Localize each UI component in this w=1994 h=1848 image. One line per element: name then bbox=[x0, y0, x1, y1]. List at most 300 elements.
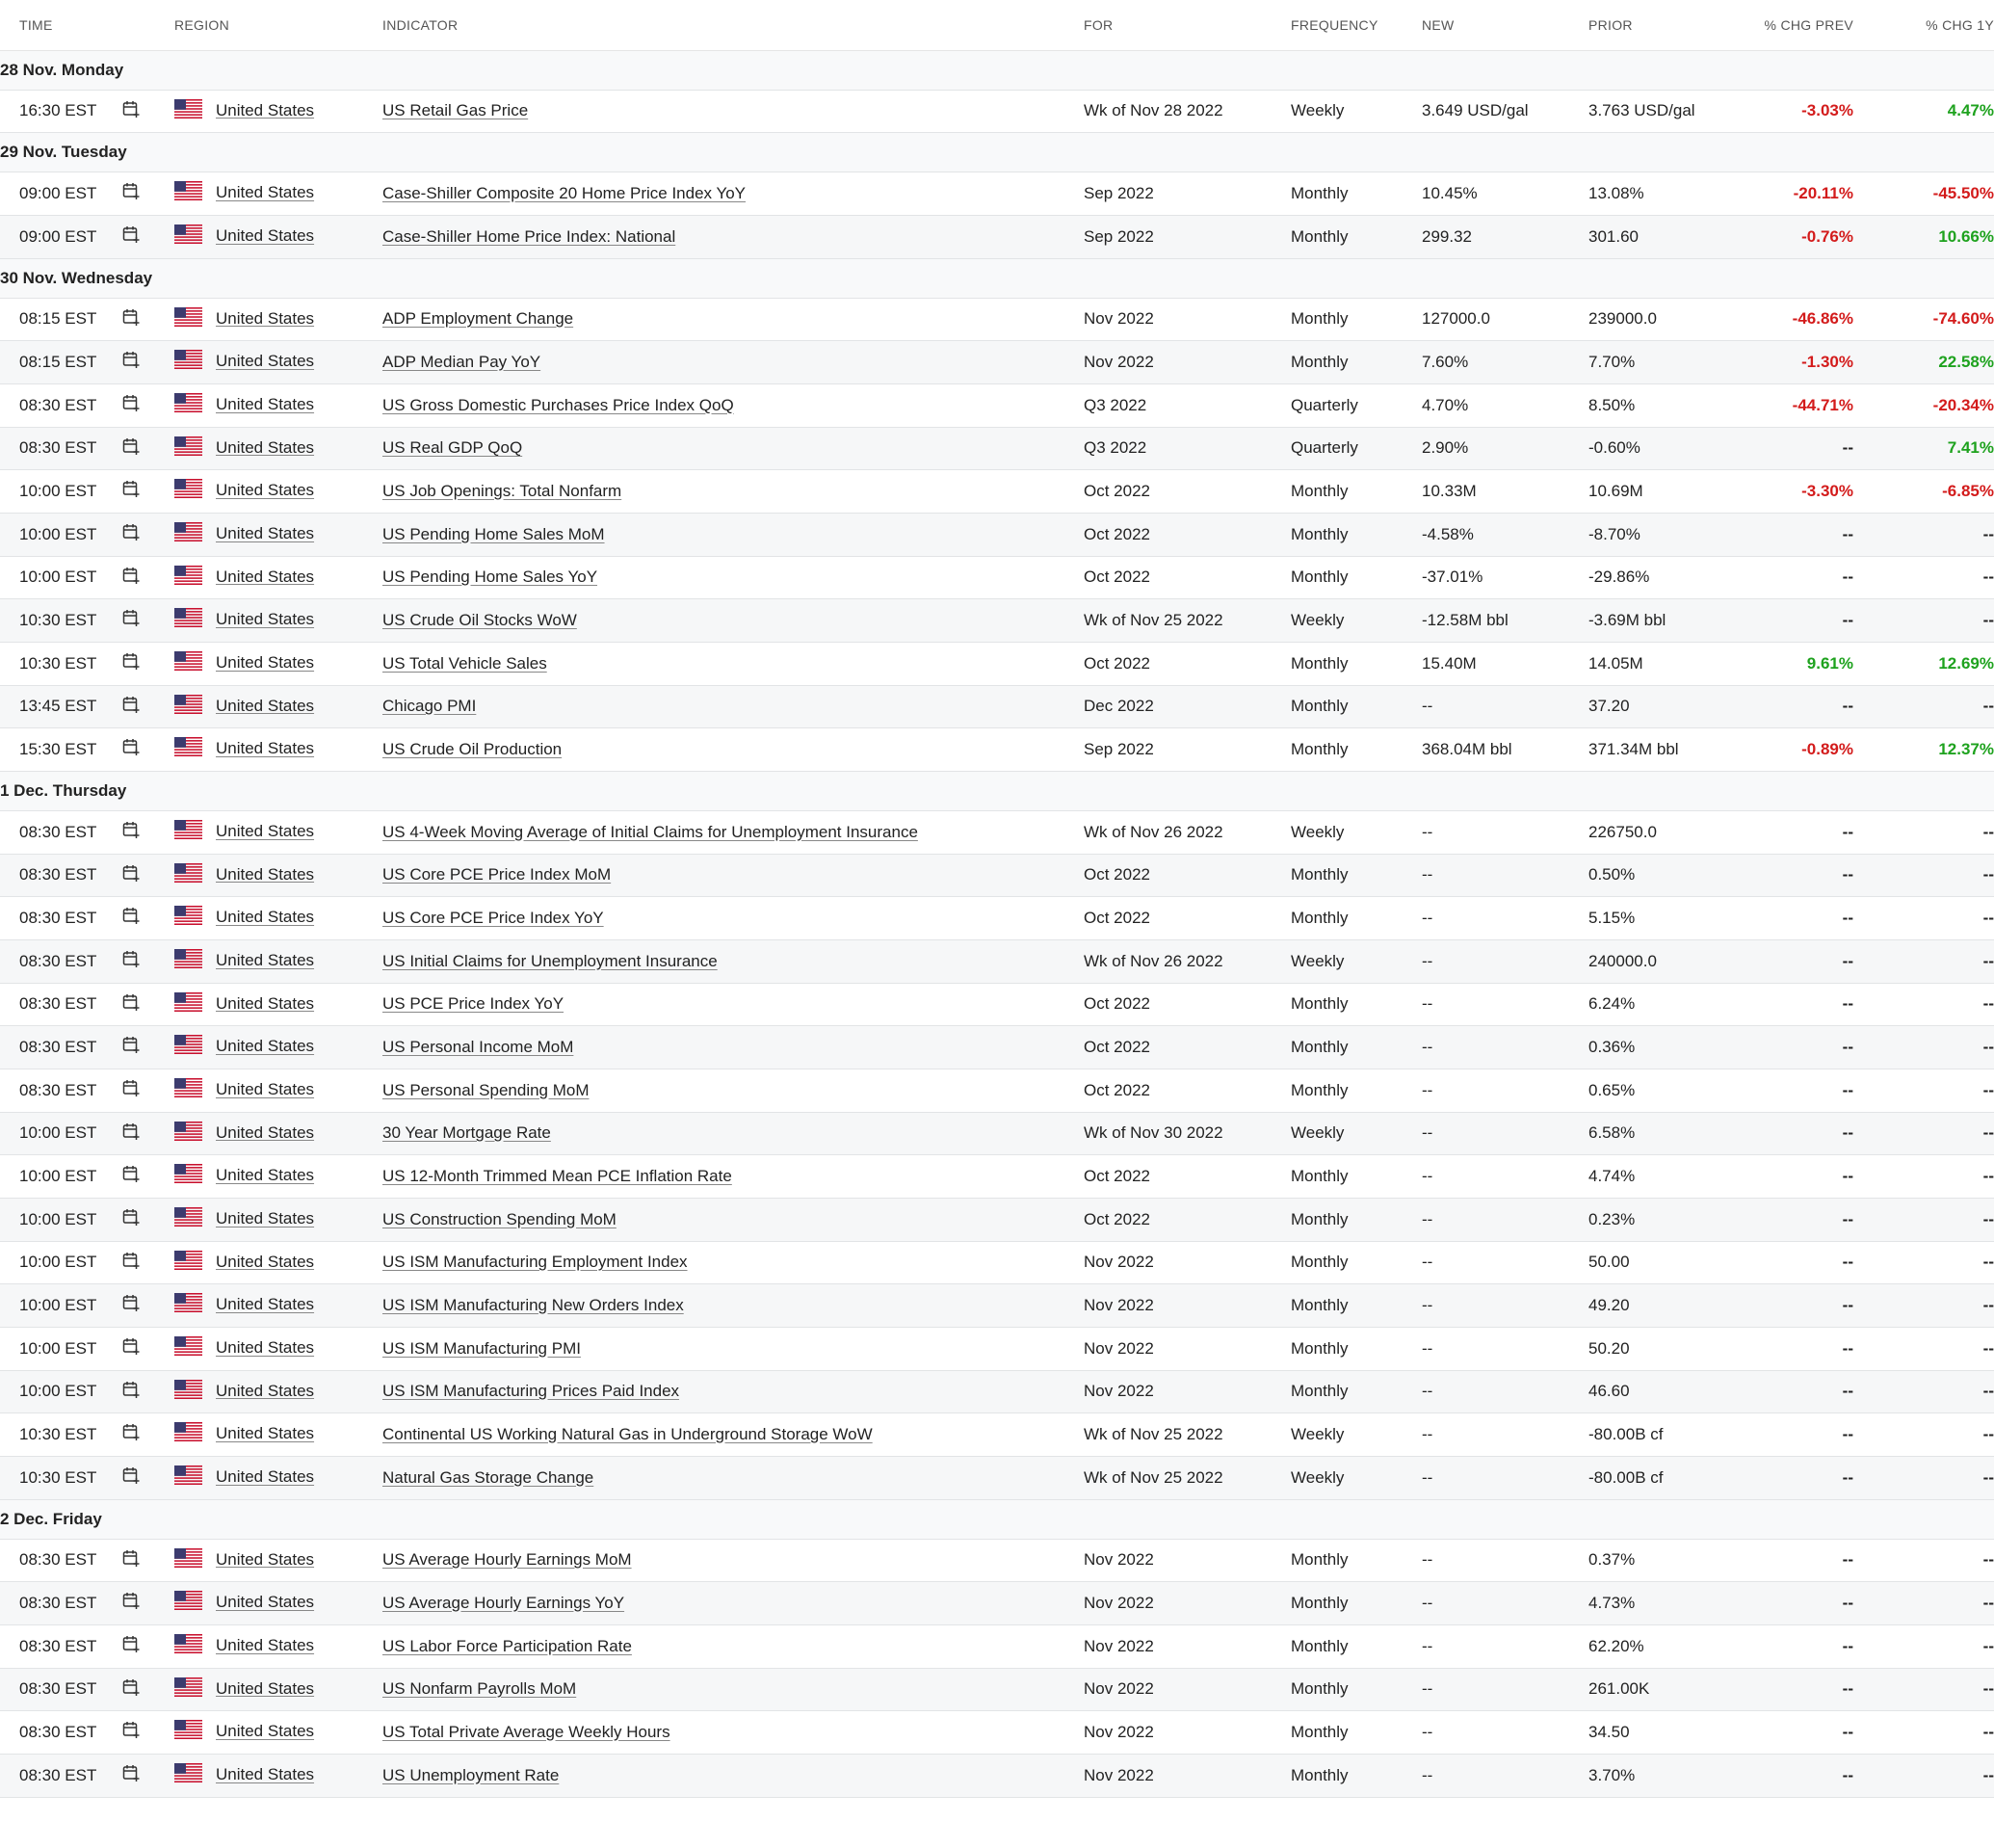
region-link[interactable]: United States bbox=[216, 1337, 315, 1357]
event-time: 10:00 EST bbox=[19, 1112, 121, 1154]
event-row[interactable] bbox=[0, 1710, 1994, 1754]
event-indicator-cell bbox=[382, 1154, 1084, 1198]
row-gutter bbox=[0, 427, 19, 469]
region-link[interactable]: United States bbox=[216, 1592, 315, 1611]
us-flag-icon bbox=[174, 1720, 202, 1744]
indicator-link[interactable]: US ISM Manufacturing PMI bbox=[382, 1338, 581, 1358]
event-prior: 49.20 bbox=[1588, 1283, 1741, 1327]
region-link[interactable]: United States bbox=[216, 351, 315, 370]
indicator-link[interactable]: US 12-Month Trimmed Mean PCE Inflation Rate bbox=[382, 1166, 732, 1185]
add-to-calendar-button[interactable] bbox=[121, 685, 174, 727]
day-label: 28 Nov. Monday bbox=[0, 50, 1994, 90]
event-chg-1y: -- bbox=[1853, 896, 1994, 939]
event-frequency: Monthly bbox=[1291, 1327, 1422, 1370]
region-link[interactable]: United States bbox=[216, 1252, 315, 1271]
event-new: -- bbox=[1422, 1581, 1588, 1624]
event-new: -- bbox=[1422, 939, 1588, 983]
indicator-link[interactable]: ADP Median Pay YoY bbox=[382, 352, 541, 371]
indicator-link[interactable]: US Core PCE Price Index MoM bbox=[382, 865, 612, 884]
event-chg-prev: -- bbox=[1741, 939, 1853, 983]
indicator-link[interactable]: 30 Year Mortgage Rate bbox=[382, 1123, 551, 1142]
event-prior: 0.50% bbox=[1588, 854, 1741, 896]
event-row[interactable] bbox=[0, 1025, 1994, 1069]
add-to-calendar-button[interactable] bbox=[121, 810, 174, 854]
calendar-add-icon[interactable] bbox=[121, 1336, 141, 1360]
event-prior: -0.60% bbox=[1588, 427, 1741, 469]
region-link[interactable]: United States bbox=[216, 308, 315, 328]
calendar-add-icon[interactable] bbox=[121, 1207, 141, 1231]
calendar-add-icon[interactable] bbox=[121, 350, 141, 374]
indicator-link[interactable]: US Pending Home Sales MoM bbox=[382, 524, 605, 543]
event-prior: -80.00B cf bbox=[1588, 1456, 1741, 1499]
calendar-add-icon[interactable] bbox=[121, 307, 141, 331]
calendar-add-icon[interactable] bbox=[121, 992, 141, 1016]
event-row[interactable] bbox=[0, 1198, 1994, 1241]
event-frequency: Monthly bbox=[1291, 983, 1422, 1025]
event-for: Oct 2022 bbox=[1084, 896, 1291, 939]
region-link[interactable]: United States bbox=[216, 1764, 315, 1783]
region-link[interactable]: United States bbox=[216, 480, 315, 499]
indicator-link[interactable]: US Labor Force Participation Rate bbox=[382, 1636, 632, 1655]
add-to-calendar-button[interactable] bbox=[121, 1069, 174, 1112]
event-for: Q3 2022 bbox=[1084, 427, 1291, 469]
add-to-calendar-button[interactable] bbox=[121, 983, 174, 1025]
event-row[interactable] bbox=[0, 1069, 1994, 1112]
header-chg-prev[interactable]: % CHG PREV bbox=[1741, 0, 1853, 50]
indicator-link[interactable]: US PCE Price Index YoY bbox=[382, 994, 564, 1013]
event-prior: 50.00 bbox=[1588, 1241, 1741, 1283]
event-for: Oct 2022 bbox=[1084, 642, 1291, 685]
event-chg-prev: -1.30% bbox=[1741, 340, 1853, 383]
add-to-calendar-button[interactable] bbox=[121, 1198, 174, 1241]
add-to-calendar-button[interactable] bbox=[121, 513, 174, 556]
indicator-link[interactable]: US ISM Manufacturing Prices Paid Index bbox=[382, 1382, 680, 1400]
event-for: Oct 2022 bbox=[1084, 556, 1291, 598]
event-for: Nov 2022 bbox=[1084, 1668, 1291, 1710]
event-prior: 0.65% bbox=[1588, 1069, 1741, 1112]
event-row[interactable] bbox=[0, 298, 1994, 340]
region-link[interactable]: United States bbox=[216, 567, 315, 586]
us-flag-icon bbox=[174, 1078, 202, 1102]
add-to-calendar-button[interactable] bbox=[121, 1283, 174, 1327]
header-chg-1y[interactable]: % CHG 1Y bbox=[1853, 0, 1994, 50]
event-chg-1y: -- bbox=[1853, 556, 1994, 598]
indicator-link[interactable]: US Real GDP QoQ bbox=[382, 438, 523, 457]
event-row[interactable] bbox=[0, 1539, 1994, 1581]
indicator-link[interactable]: US Job Openings: Total Nonfarm bbox=[382, 481, 622, 500]
add-to-calendar-button[interactable] bbox=[121, 1710, 174, 1754]
add-to-calendar-button[interactable] bbox=[121, 1154, 174, 1198]
indicator-link[interactable]: US Initial Claims for Unemployment Insurance bbox=[382, 951, 718, 970]
add-to-calendar-button[interactable] bbox=[121, 1112, 174, 1154]
event-chg-prev: -- bbox=[1741, 427, 1853, 469]
event-indicator-cell bbox=[382, 1025, 1084, 1069]
row-gutter bbox=[0, 896, 19, 939]
header-time[interactable]: TIME bbox=[19, 0, 121, 50]
event-row[interactable] bbox=[0, 556, 1994, 598]
event-row[interactable] bbox=[0, 685, 1994, 727]
event-chg-prev: -44.71% bbox=[1741, 383, 1853, 427]
event-time: 10:30 EST bbox=[19, 1456, 121, 1499]
region-link[interactable]: United States bbox=[216, 1079, 315, 1098]
region-link[interactable]: United States bbox=[216, 1549, 315, 1569]
event-time: 08:30 EST bbox=[19, 1539, 121, 1581]
indicator-link[interactable]: US Pending Home Sales YoY bbox=[382, 568, 598, 586]
event-row[interactable] bbox=[0, 1668, 1994, 1710]
calendar-add-icon[interactable] bbox=[121, 906, 141, 930]
event-region-cell bbox=[174, 854, 382, 896]
add-to-calendar-button[interactable] bbox=[121, 383, 174, 427]
event-row[interactable] bbox=[0, 642, 1994, 685]
row-gutter bbox=[0, 1112, 19, 1154]
calendar-add-icon[interactable] bbox=[121, 479, 141, 503]
event-region-cell bbox=[174, 513, 382, 556]
event-time: 10:00 EST bbox=[19, 1283, 121, 1327]
event-for: Sep 2022 bbox=[1084, 727, 1291, 771]
calendar-add-icon[interactable] bbox=[121, 651, 141, 675]
indicator-link[interactable]: Chicago PMI bbox=[382, 697, 477, 715]
event-row[interactable] bbox=[0, 1154, 1994, 1198]
indicator-link[interactable]: Natural Gas Storage Change bbox=[382, 1467, 594, 1487]
event-row[interactable] bbox=[0, 854, 1994, 896]
add-to-calendar-button[interactable] bbox=[121, 298, 174, 340]
add-to-calendar-button[interactable] bbox=[121, 90, 174, 132]
event-row[interactable] bbox=[0, 810, 1994, 854]
calendar-add-icon[interactable] bbox=[121, 224, 141, 249]
event-row[interactable] bbox=[0, 1112, 1994, 1154]
event-indicator-cell bbox=[382, 1112, 1084, 1154]
event-region-cell bbox=[174, 172, 382, 215]
event-row[interactable] bbox=[0, 469, 1994, 513]
calendar-add-icon[interactable] bbox=[121, 1078, 141, 1102]
indicator-link[interactable]: US Total Private Average Weekly Hours bbox=[382, 1722, 670, 1741]
indicator-link[interactable]: Case-Shiller Home Price Index: National bbox=[382, 226, 676, 246]
event-indicator-cell bbox=[382, 556, 1084, 598]
calendar-add-icon[interactable] bbox=[121, 566, 141, 590]
region-link[interactable]: United States bbox=[216, 1381, 315, 1400]
indicator-link[interactable]: US 4-Week Moving Average of Initial Claims for Unemployment Insurance bbox=[382, 822, 918, 841]
region-link[interactable]: United States bbox=[216, 1208, 315, 1228]
add-to-calendar-button[interactable] bbox=[121, 172, 174, 215]
add-to-calendar-button[interactable] bbox=[121, 598, 174, 642]
region-link[interactable]: United States bbox=[216, 993, 315, 1013]
region-link[interactable]: United States bbox=[216, 1721, 315, 1740]
row-gutter bbox=[0, 1624, 19, 1668]
event-row[interactable] bbox=[0, 727, 1994, 771]
region-link[interactable]: United States bbox=[216, 907, 315, 926]
add-to-calendar-button[interactable] bbox=[121, 1624, 174, 1668]
calendar-body bbox=[0, 50, 1994, 1797]
calendar-add-icon[interactable] bbox=[121, 949, 141, 973]
calendar-add-icon[interactable] bbox=[121, 863, 141, 887]
event-time: 08:30 EST bbox=[19, 1581, 121, 1624]
add-to-calendar-button[interactable] bbox=[121, 340, 174, 383]
event-row[interactable] bbox=[0, 1581, 1994, 1624]
region-link[interactable]: United States bbox=[216, 609, 315, 628]
region-link[interactable]: United States bbox=[216, 1294, 315, 1313]
event-new: -- bbox=[1422, 854, 1588, 896]
event-row[interactable] bbox=[0, 1754, 1994, 1797]
calendar-add-icon[interactable] bbox=[121, 1251, 141, 1275]
region-link[interactable]: United States bbox=[216, 738, 315, 757]
calendar-add-icon[interactable] bbox=[121, 181, 141, 205]
event-chg-prev: -- bbox=[1741, 1710, 1853, 1754]
event-row[interactable] bbox=[0, 1412, 1994, 1456]
indicator-link[interactable]: US Construction Spending MoM bbox=[382, 1209, 617, 1228]
header-region[interactable]: REGION bbox=[174, 0, 382, 50]
add-to-calendar-button[interactable] bbox=[121, 1456, 174, 1499]
add-to-calendar-button[interactable] bbox=[121, 1241, 174, 1283]
indicator-link[interactable]: US Crude Oil Stocks WoW bbox=[382, 610, 577, 629]
region-link[interactable]: United States bbox=[216, 1165, 315, 1184]
region-link[interactable]: United States bbox=[216, 437, 315, 457]
calendar-add-icon[interactable] bbox=[121, 1465, 141, 1490]
event-row[interactable] bbox=[0, 598, 1994, 642]
event-new: -- bbox=[1422, 1754, 1588, 1797]
calendar-add-icon[interactable] bbox=[121, 1164, 141, 1188]
indicator-link[interactable]: US Unemployment Rate bbox=[382, 1765, 560, 1784]
event-chg-prev: -- bbox=[1741, 1370, 1853, 1412]
region-link[interactable]: United States bbox=[216, 864, 315, 884]
add-to-calendar-button[interactable] bbox=[121, 939, 174, 983]
event-new: -- bbox=[1422, 1539, 1588, 1581]
event-chg-prev: -- bbox=[1741, 1624, 1853, 1668]
event-chg-prev: -- bbox=[1741, 810, 1853, 854]
event-row[interactable] bbox=[0, 513, 1994, 556]
region-link[interactable]: United States bbox=[216, 821, 315, 840]
calendar-add-icon[interactable] bbox=[121, 1122, 141, 1146]
event-frequency: Monthly bbox=[1291, 685, 1422, 727]
calendar-add-icon[interactable] bbox=[121, 1720, 141, 1744]
indicator-link[interactable]: US Nonfarm Payrolls MoM bbox=[382, 1679, 577, 1698]
region-link[interactable]: United States bbox=[216, 1678, 315, 1698]
add-to-calendar-button[interactable] bbox=[121, 469, 174, 513]
event-new: -- bbox=[1422, 896, 1588, 939]
event-frequency: Monthly bbox=[1291, 298, 1422, 340]
indicator-link[interactable]: US Personal Spending MoM bbox=[382, 1080, 590, 1099]
region-link[interactable]: United States bbox=[216, 100, 315, 119]
indicator-link[interactable]: US Total Vehicle Sales bbox=[382, 653, 547, 673]
calendar-add-icon[interactable] bbox=[121, 1591, 141, 1615]
indicator-link[interactable]: US Retail Gas Price bbox=[382, 101, 529, 119]
event-for: Nov 2022 bbox=[1084, 1754, 1291, 1797]
header-indicator[interactable]: INDICATOR bbox=[382, 0, 1084, 50]
region-link[interactable]: United States bbox=[216, 1635, 315, 1654]
add-to-calendar-button[interactable] bbox=[121, 1668, 174, 1710]
event-chg-prev: -- bbox=[1741, 854, 1853, 896]
event-row[interactable] bbox=[0, 427, 1994, 469]
us-flag-icon bbox=[174, 479, 202, 503]
region-link[interactable]: United States bbox=[216, 394, 315, 413]
row-gutter bbox=[0, 1668, 19, 1710]
event-frequency: Monthly bbox=[1291, 727, 1422, 771]
add-to-calendar-button[interactable] bbox=[121, 1412, 174, 1456]
calendar-add-icon[interactable] bbox=[121, 608, 141, 632]
region-link[interactable]: United States bbox=[216, 696, 315, 715]
region-link[interactable]: United States bbox=[216, 182, 315, 201]
row-gutter bbox=[0, 810, 19, 854]
us-flag-icon bbox=[174, 1251, 202, 1275]
calendar-add-icon[interactable] bbox=[121, 522, 141, 546]
row-gutter bbox=[0, 685, 19, 727]
event-region-cell bbox=[174, 1412, 382, 1456]
event-chg-prev: -- bbox=[1741, 1112, 1853, 1154]
event-chg-1y: -- bbox=[1853, 1754, 1994, 1797]
event-region-cell bbox=[174, 810, 382, 854]
event-indicator-cell bbox=[382, 90, 1084, 132]
add-to-calendar-button[interactable] bbox=[121, 1327, 174, 1370]
add-to-calendar-button[interactable] bbox=[121, 1025, 174, 1069]
calendar-add-icon[interactable] bbox=[121, 737, 141, 761]
event-frequency: Monthly bbox=[1291, 513, 1422, 556]
header-calendar-spacer bbox=[121, 0, 174, 50]
event-time: 08:30 EST bbox=[19, 427, 121, 469]
event-time: 08:30 EST bbox=[19, 896, 121, 939]
day-header-row bbox=[0, 132, 1994, 172]
region-link[interactable]: United States bbox=[216, 1036, 315, 1055]
event-prior: -80.00B cf bbox=[1588, 1412, 1741, 1456]
event-for: Oct 2022 bbox=[1084, 513, 1291, 556]
indicator-link[interactable]: US Personal Income MoM bbox=[382, 1037, 574, 1056]
event-chg-1y: -- bbox=[1853, 939, 1994, 983]
indicator-link[interactable]: US Average Hourly Earnings YoY bbox=[382, 1593, 625, 1612]
calendar-add-icon[interactable] bbox=[121, 1380, 141, 1404]
row-gutter bbox=[0, 1456, 19, 1499]
indicator-link[interactable]: Case-Shiller Composite 20 Home Price Index YoY bbox=[382, 183, 747, 202]
calendar-add-icon[interactable] bbox=[121, 1763, 141, 1787]
add-to-calendar-button[interactable] bbox=[121, 1539, 174, 1581]
event-time: 08:30 EST bbox=[19, 1624, 121, 1668]
event-frequency: Weekly bbox=[1291, 810, 1422, 854]
header-gutter bbox=[0, 0, 19, 50]
calendar-add-icon[interactable] bbox=[121, 1422, 141, 1446]
event-region-cell bbox=[174, 1112, 382, 1154]
event-region-cell bbox=[174, 298, 382, 340]
add-to-calendar-button[interactable] bbox=[121, 556, 174, 598]
us-flag-icon bbox=[174, 181, 202, 205]
header-new[interactable]: NEW bbox=[1422, 0, 1588, 50]
event-row[interactable] bbox=[0, 90, 1994, 132]
header-prior[interactable]: PRIOR bbox=[1588, 0, 1741, 50]
add-to-calendar-button[interactable] bbox=[121, 854, 174, 896]
region-link[interactable]: United States bbox=[216, 1466, 315, 1486]
add-to-calendar-button[interactable] bbox=[121, 427, 174, 469]
row-gutter bbox=[0, 1412, 19, 1456]
region-link[interactable]: United States bbox=[216, 225, 315, 245]
calendar-add-icon[interactable] bbox=[121, 1677, 141, 1702]
calendar-add-icon[interactable] bbox=[121, 1293, 141, 1317]
event-time: 09:00 EST bbox=[19, 172, 121, 215]
region-link[interactable]: United States bbox=[216, 652, 315, 672]
event-new: 15.40M bbox=[1422, 642, 1588, 685]
event-chg-1y: -- bbox=[1853, 1241, 1994, 1283]
region-link[interactable]: United States bbox=[216, 1122, 315, 1142]
event-time: 10:00 EST bbox=[19, 1241, 121, 1283]
add-to-calendar-button[interactable] bbox=[121, 1754, 174, 1797]
event-row[interactable] bbox=[0, 1283, 1994, 1327]
indicator-link[interactable]: US ISM Manufacturing New Orders Index bbox=[382, 1295, 684, 1314]
day-label: 30 Nov. Wednesday bbox=[0, 258, 1994, 298]
calendar-add-icon[interactable] bbox=[121, 99, 141, 123]
indicator-link[interactable]: US Core PCE Price Index YoY bbox=[382, 908, 604, 927]
event-row[interactable] bbox=[0, 939, 1994, 983]
event-time: 10:30 EST bbox=[19, 1412, 121, 1456]
event-row[interactable] bbox=[0, 1624, 1994, 1668]
event-region-cell bbox=[174, 215, 382, 258]
calendar-add-icon[interactable] bbox=[121, 1035, 141, 1059]
event-frequency: Weekly bbox=[1291, 1412, 1422, 1456]
event-for: Nov 2022 bbox=[1084, 1241, 1291, 1283]
event-row[interactable] bbox=[0, 983, 1994, 1025]
event-for: Wk of Nov 26 2022 bbox=[1084, 810, 1291, 854]
event-time: 10:00 EST bbox=[19, 556, 121, 598]
event-region-cell bbox=[174, 383, 382, 427]
event-new: -- bbox=[1422, 1327, 1588, 1370]
add-to-calendar-button[interactable] bbox=[121, 215, 174, 258]
event-row[interactable] bbox=[0, 215, 1994, 258]
event-row[interactable] bbox=[0, 340, 1994, 383]
event-prior: 240000.0 bbox=[1588, 939, 1741, 983]
event-prior: -29.86% bbox=[1588, 556, 1741, 598]
event-for: Oct 2022 bbox=[1084, 469, 1291, 513]
indicator-link[interactable]: Continental US Working Natural Gas in Underground Storage WoW bbox=[382, 1424, 873, 1443]
calendar-add-icon[interactable] bbox=[121, 436, 141, 461]
event-prior: 5.15% bbox=[1588, 896, 1741, 939]
indicator-link[interactable]: US Average Hourly Earnings MoM bbox=[382, 1550, 632, 1569]
indicator-link[interactable]: ADP Employment Change bbox=[382, 309, 574, 328]
add-to-calendar-button[interactable] bbox=[121, 1370, 174, 1412]
indicator-link[interactable]: US Crude Oil Production bbox=[382, 739, 563, 758]
add-to-calendar-button[interactable] bbox=[121, 1581, 174, 1624]
event-chg-prev: -- bbox=[1741, 1412, 1853, 1456]
event-indicator-cell bbox=[382, 513, 1084, 556]
us-flag-icon bbox=[174, 1336, 202, 1360]
event-chg-1y: -- bbox=[1853, 1370, 1994, 1412]
event-new: 7.60% bbox=[1422, 340, 1588, 383]
event-row[interactable] bbox=[0, 1241, 1994, 1283]
event-new: -- bbox=[1422, 685, 1588, 727]
event-row[interactable] bbox=[0, 172, 1994, 215]
add-to-calendar-button[interactable] bbox=[121, 642, 174, 685]
indicator-link[interactable]: US ISM Manufacturing Employment Index bbox=[382, 1253, 688, 1271]
calendar-add-icon[interactable] bbox=[121, 820, 141, 844]
header-frequency[interactable]: FREQUENCY bbox=[1291, 0, 1422, 50]
region-link[interactable]: United States bbox=[216, 950, 315, 969]
day-header-row bbox=[0, 1499, 1994, 1539]
row-gutter bbox=[0, 727, 19, 771]
add-to-calendar-button[interactable] bbox=[121, 727, 174, 771]
header-for[interactable]: FOR bbox=[1084, 0, 1291, 50]
event-frequency: Monthly bbox=[1291, 556, 1422, 598]
calendar-add-icon[interactable] bbox=[121, 695, 141, 719]
calendar-add-icon[interactable] bbox=[121, 1634, 141, 1658]
event-prior: 4.74% bbox=[1588, 1154, 1741, 1198]
event-row[interactable] bbox=[0, 1370, 1994, 1412]
day-label: 2 Dec. Friday bbox=[0, 1499, 1994, 1539]
event-row[interactable] bbox=[0, 1456, 1994, 1499]
event-time: 08:30 EST bbox=[19, 1710, 121, 1754]
event-chg-prev: -- bbox=[1741, 1668, 1853, 1710]
add-to-calendar-button[interactable] bbox=[121, 896, 174, 939]
event-row[interactable] bbox=[0, 896, 1994, 939]
region-link[interactable]: United States bbox=[216, 1423, 315, 1442]
event-row[interactable] bbox=[0, 383, 1994, 427]
indicator-link[interactable]: US Gross Domestic Purchases Price Index QoQ bbox=[382, 395, 734, 414]
calendar-add-icon[interactable] bbox=[121, 1548, 141, 1572]
region-link[interactable]: United States bbox=[216, 523, 315, 542]
event-row[interactable] bbox=[0, 1327, 1994, 1370]
calendar-add-icon[interactable] bbox=[121, 393, 141, 417]
